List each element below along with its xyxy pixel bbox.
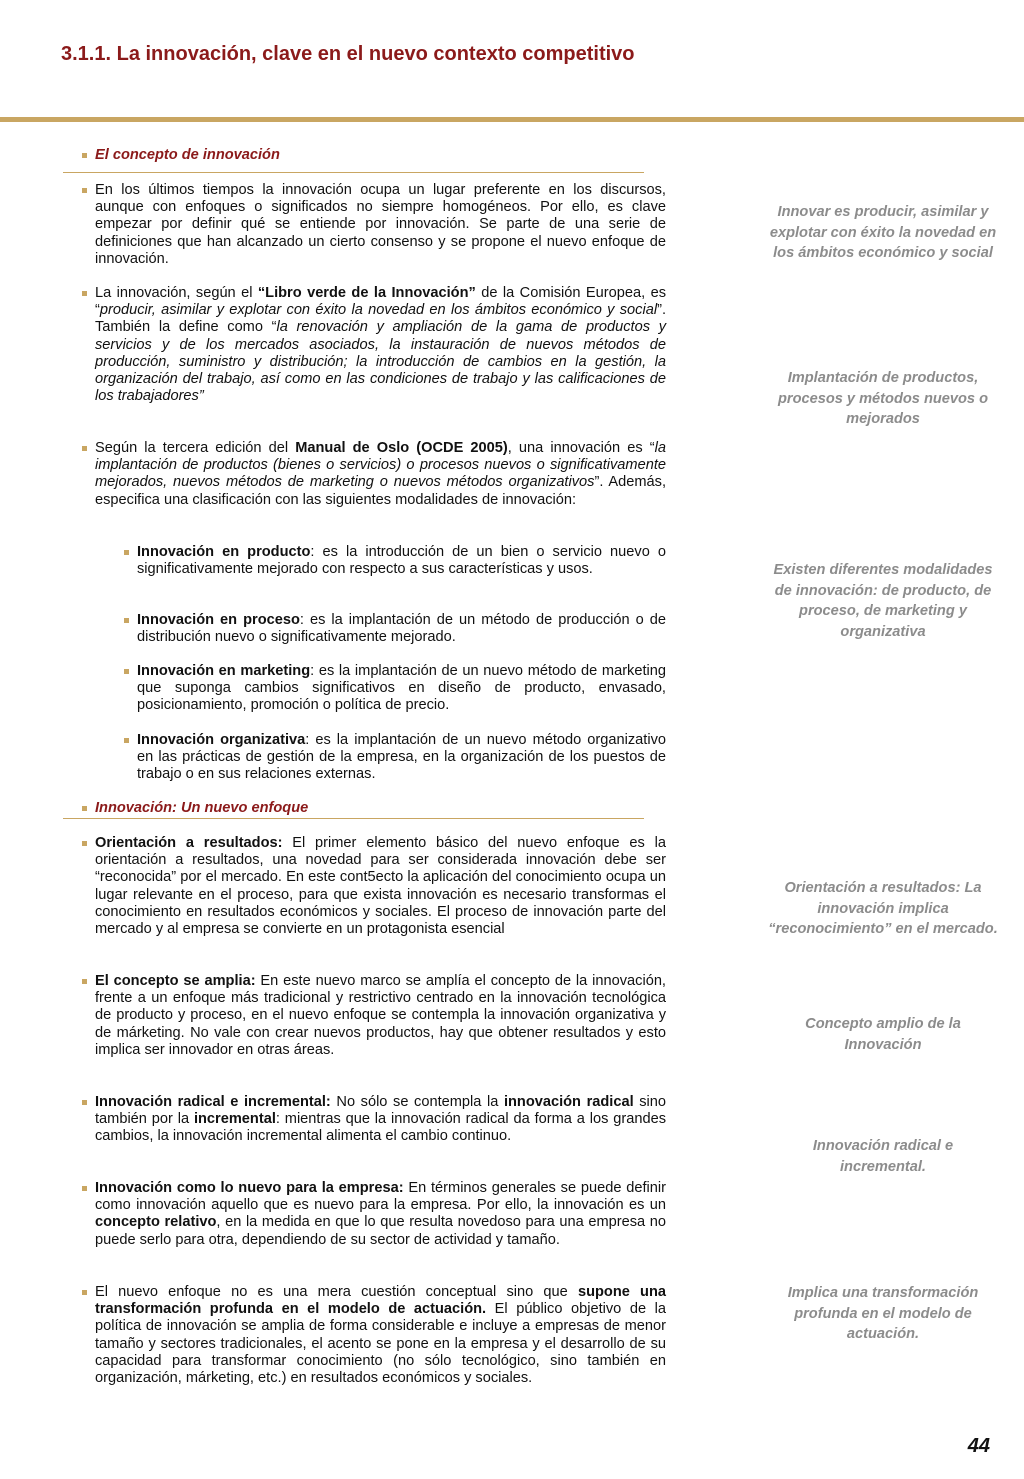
paragraph-orientacion-resultados: Orientación a resultados: El primer elemento básico del nuevo enfoque es la orientación a resultados, una novedad para ser considerada innovación debe ser “reconocida” por el mercado. En este cont5ecto la aplicación del conocimiento ocupa un lugar relevante en el proceso, para que exista innovación es necesario transformas el conocimiento en resultados económicos y sociales. El proceso de innovación parte del mercado y al empresa se convierte en un protagonista esencial (82, 835, 666, 938)
bullet-icon (124, 550, 129, 555)
bullet-icon (82, 188, 87, 193)
page-title: 3.1.1. La innovación, clave en el nuevo contexto competitivo (61, 43, 635, 65)
bullet-icon (82, 1100, 87, 1105)
sidebar-note-modalidades: Existen diferentes modalidades de innovación: de producto, de proceso, de marketing y organizativa (773, 562, 993, 640)
paragraph-nuevo-para-empresa: Innovación como lo nuevo para la empresa: En términos generales se puede definir como innovación aquello que es nuevo para la empresa. Por ello, la innovación es un concepto relativo, en la medida en que lo que resulta novedoso para una empresa no puede serlo para otra, dependiendo de su sector de actividad y tamaño. (82, 1180, 666, 1249)
sidebar-note-implantacion: Implantación de productos, procesos y métodos nuevos o mejorados (777, 370, 989, 427)
sidebar-note-definicion: Innovar es producir, asimilar y explotar con éxito la novedad en los ámbitos económico y social (769, 204, 997, 261)
bullet-icon (124, 738, 129, 743)
bullet-icon (82, 979, 87, 984)
paragraph-libro-verde: La innovación, según el “Libro verde de la Innovación” de la Comisión Europea, es “producir, asimilar y explotar con éxito la novedad en los ámbitos económico y social”. También la define como “la renovación y ampliación de la gama de productos y servicios y de los mercados asociados, la instauración de nuevos métodos de producción, suministro y distribución; la introducción de cambios en la gestión, la organización del trabajo, así como en las condiciones de trabajo y las calificaciones de los trabajadores” (82, 285, 666, 405)
section-heading-nuevo-enfoque: Innovación: Un nuevo enfoque (82, 800, 308, 816)
subitem-producto: Innovación en producto: es la introducción de un bien o servicio nuevo o significativamente mejorado con respecto a sus características y usos. (124, 544, 666, 578)
header-divider (0, 117, 1024, 122)
sidebar-note-radical: Innovación radical e incremental. (812, 1138, 954, 1175)
section-divider (63, 172, 644, 173)
paragraph-concepto-amplia: El concepto se amplia: En este nuevo marco se amplía el concepto de la innovación, frente a un enfoque más tradicional y restrictivo centrado en la innovación tecnológica de producto y proceso, en el nuevo enfoque se contempla la innovación organizativa y de márketing. No vale con crear nuevos productos, hay que obtener resultados y esto implica ser innovador en otras áreas. (82, 973, 666, 1059)
bullet-icon (124, 669, 129, 674)
paragraph-radical-incremental: Innovación radical e incremental: No sólo se contempla la innovación radical sino también por la incremental: mientras que la innovación radical da forma a los grandes cambios, la innovación incremental alimenta el cambio continuo. (82, 1094, 666, 1146)
page-number: 44 (967, 1435, 990, 1457)
paragraph-manual-oslo: Según la tercera edición del Manual de Oslo (OCDE 2005), una innovación es “la implantación de productos (bienes o servicios) o procesos nuevos o significativamente mejorados, nuevos métodos de marketing o nuevos métodos organizativos”. Además, especifica una clasificación con las siguientes modalidades de innovación: (82, 440, 666, 509)
sidebar-note-concepto-amplio: Concepto amplio de la Innovación (805, 1016, 961, 1053)
bullet-icon (82, 446, 87, 451)
subitem-organizativa: Innovación organizativa: es la implantación de un nuevo método organizativo en las prácticas de gestión de la empresa, en la organización de los puestos de trabajo o en sus relaciones externas. (124, 732, 666, 784)
paragraph-transformacion: El nuevo enfoque no es una mera cuestión conceptual sino que supone una transformación profunda en el modelo de actuación. El público objetivo de la política de innovación se amplia de forma considerable e incluye a empresas de menor tamaño y sectores tradicionales, el acento se pone en la empresa y el desarrollo de su capacidad para transformar conocimiento (no sólo tecnológico, sino también en organización, márketing, etc.) en resultados económicos y sociales. (82, 1284, 666, 1387)
bullet-icon (82, 841, 87, 846)
section-divider (63, 818, 644, 819)
paragraph-intro: En los últimos tiempos la innovación ocupa un lugar preferente en los discursos, aunque con enfoques o significados no siempre homogéneos. Por ello, es clave empezar por definir qué se entiende por innovación. Se parte de una serie de definiciones que han alcanzado un cierto consenso y se propone el nuevo enfoque de innovación. (82, 182, 666, 268)
bullet-icon (82, 1186, 87, 1191)
sidebar-note-orientacion: Orientación a resultados: La innovación implica “reconocimiento” en el mercado. (768, 880, 998, 937)
bullet-icon (82, 806, 87, 811)
section-heading-concepto: El concepto de innovación (82, 147, 280, 163)
bullet-icon (82, 153, 87, 158)
subitem-proceso: Innovación en proceso: es la implantación de un método de producción o de distribución nuevo o significativamente mejorado. (124, 612, 666, 646)
bullet-icon (82, 291, 87, 296)
sidebar-note-transformacion: Implica una transformación profunda en el modelo de actuación. (787, 1285, 979, 1342)
bullet-icon (82, 1290, 87, 1295)
bullet-icon (124, 618, 129, 623)
subitem-marketing: Innovación en marketing: es la implantación de un nuevo método de marketing que suponga cambios significativos en diseño de producto, envasado, posicionamiento, promoción o política de precio. (124, 663, 666, 715)
